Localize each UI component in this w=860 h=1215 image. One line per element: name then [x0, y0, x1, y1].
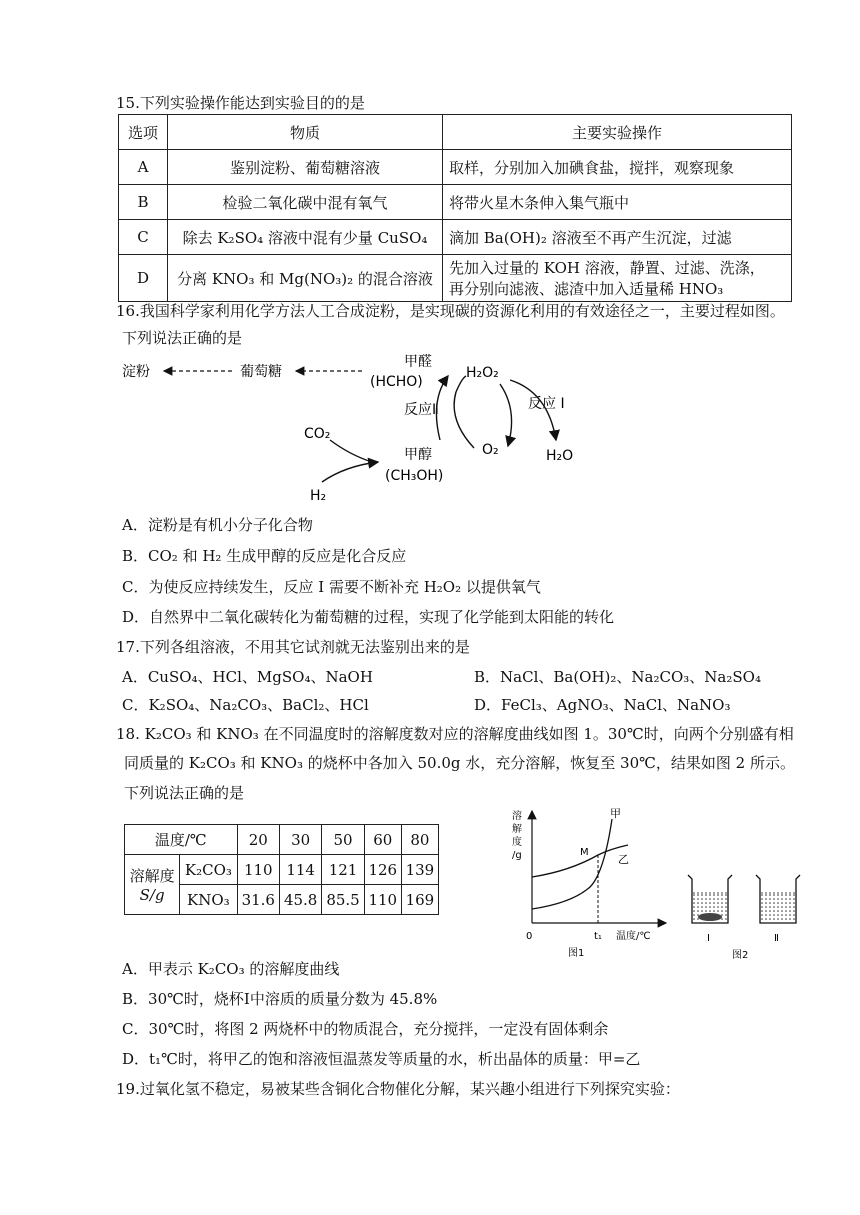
- beaker1-label: Ⅰ: [707, 933, 710, 944]
- header-option: 选项: [119, 115, 168, 150]
- value-cell: 126: [364, 855, 401, 885]
- q16-stem-line2: 下列说法正确的是: [122, 329, 243, 347]
- beaker2-label: Ⅱ: [774, 933, 779, 944]
- q16-option-b: B．CO₂ 和 H₂ 生成甲醇的反应是化合反应: [122, 547, 407, 565]
- q16-stem-line1: 16.我国科学家利用化学方法人工合成淀粉，是实现碳的资源化利用的有效途径之一，主要过程如图。: [116, 302, 785, 320]
- curve-yi-label: 乙: [618, 853, 629, 866]
- row-option: B: [119, 185, 168, 220]
- figure1-caption: 图1: [568, 948, 585, 959]
- temp-cell: 50: [322, 825, 364, 855]
- row-operation-line1: 先加入过量的 KOH 溶液，静置、过滤、洗涤，: [449, 259, 765, 277]
- origin-label: 0: [526, 931, 533, 942]
- row-substance: 鉴别淀粉、葡萄糖溶液: [168, 150, 443, 185]
- temp-cell: 30: [279, 825, 321, 855]
- substance-name: K₂CO₃: [180, 855, 237, 885]
- q17-option-d: D．FeCl₃、AgNO₃、NaCl、NaNO₃: [474, 696, 731, 714]
- q17-option-a: A．CuSO₄、HCl、MgSO₄、NaOH: [122, 668, 373, 686]
- row-option: D: [119, 255, 168, 302]
- y-label-2: 解: [512, 824, 522, 835]
- q17-option-c: C．K₂SO₄、Na₂CO₃、BaCl₂、HCl: [122, 696, 369, 714]
- table-row: [125, 825, 439, 855]
- value-cell: 45.8: [279, 885, 321, 915]
- o2-consume-arc: [454, 376, 474, 448]
- table-row: [125, 855, 439, 885]
- solubility-header: [125, 855, 180, 915]
- q17-stem: 17.下列各组溶液，不用其它试剂就无法鉴别出来的是: [116, 638, 470, 656]
- undissolved-solid: [698, 913, 722, 921]
- q18-option-d: D．t₁℃时，将甲乙的饱和溶液恒温蒸发等质量的水，析出晶体的质量：甲=乙: [122, 1050, 641, 1068]
- row-operation: 滴加 Ba(OH)₂ 溶液至不再产生沉淀，过滤: [443, 220, 792, 255]
- figure2-caption: 图2: [732, 950, 749, 961]
- value-cell: 169: [401, 885, 438, 915]
- h2o-label: H₂O: [546, 448, 574, 464]
- row-operation: 将带火星木条伸入集气瓶中: [443, 185, 792, 220]
- q17-option-b: B．NaCl、Ba(OH)₂、Na₂CO₃、Na₂SO₄: [474, 668, 761, 686]
- header-substance: 物质: [168, 115, 443, 150]
- q16-option-c: C．为使反应持续发生，反应 I 需要不断补充 H₂O₂ 以提供氧气: [122, 578, 541, 596]
- q18-option-a: A．甲表示 K₂CO₃ 的溶解度曲线: [122, 960, 340, 978]
- q18-stem-line3: 下列说法正确的是: [124, 784, 245, 802]
- value-cell: 121: [322, 855, 364, 885]
- h2-arrow: [322, 462, 378, 482]
- value-cell: 110: [237, 855, 279, 885]
- row-option: C: [119, 220, 168, 255]
- y-label-4: /g: [512, 850, 522, 861]
- q16-option-a: A．淀粉是有机小分子化合物: [122, 516, 313, 534]
- reaction1-arrow-o2: [500, 384, 512, 446]
- value-cell: 110: [364, 885, 401, 915]
- co2-label: CO₂: [304, 426, 331, 442]
- curve-jia-label: 甲: [610, 807, 621, 820]
- o2-label: O₂: [482, 442, 499, 458]
- temp-cell: 60: [364, 825, 401, 855]
- row-operation: 取样，分别加入加碘食盐，搅拌，观察现象: [443, 150, 792, 185]
- x-axis-label: 温度/℃: [616, 931, 651, 942]
- formaldehyde-formula: (HCHO): [370, 374, 423, 390]
- methanol-label: 甲醇: [404, 447, 432, 463]
- value-cell: 85.5: [322, 885, 364, 915]
- value-cell: 139: [401, 855, 438, 885]
- row-option: A: [119, 150, 168, 185]
- value-cell: 31.6: [237, 885, 279, 915]
- temp-header: 温度/℃: [125, 825, 238, 855]
- row-substance: 除去 K₂SO₄ 溶液中混有少量 CuSO₄: [168, 220, 443, 255]
- h2-label: H₂: [310, 488, 327, 504]
- value-cell: 114: [279, 855, 321, 885]
- point-m-label: M: [580, 847, 589, 858]
- temp-cell: 20: [237, 825, 279, 855]
- y-label-3: 度: [512, 837, 522, 848]
- temp-cell: 80: [401, 825, 438, 855]
- solubility-curve-figure: [500, 805, 680, 965]
- h2o2-label: H₂O₂: [466, 365, 499, 381]
- q18-stem-line2: 同质量的 K₂CO₃ 和 KNO₃ 的烧杯中各加入 50.0g 水，充分溶解，恢复至 30℃，结果如图 2 所示。: [124, 754, 795, 772]
- solubility-unit: S/g: [139, 886, 165, 904]
- q15-stem: 15.下列实验操作能达到实验目的的是: [116, 94, 365, 112]
- header-operation: 主要实验操作: [443, 115, 792, 150]
- substance-name: KNO₃: [180, 885, 237, 915]
- q18-stem-line1: 18. K₂CO₃ 和 KNO₃ 在不同温度时的溶解度数对应的溶解度曲线如图 1。30℃时，向两个分别盛有相: [116, 725, 794, 743]
- solubility-label: 溶解度: [129, 867, 175, 885]
- methanol-formula: (CH₃OH): [385, 468, 444, 484]
- starch-label: 淀粉: [122, 364, 150, 380]
- beaker-2: [756, 875, 800, 923]
- reaction1-label: 反应 I: [528, 396, 565, 412]
- q16-option-d: D．自然界中二氧化碳转化为葡萄糖的过程，实现了化学能到太阳能的转化: [122, 608, 615, 626]
- beaker-figure: [680, 865, 820, 965]
- row-substance: 检验二氧化碳中混有氧气: [168, 185, 443, 220]
- row-operation-line2: 再分别向滤液、滤渣中加入适量稀 HNO₃: [449, 280, 724, 298]
- row-substance: 分离 KNO₃ 和 Mg(NO₃)₂ 的混合溶液: [168, 255, 443, 302]
- glucose-label: 葡萄糖: [240, 364, 282, 380]
- q18-option-b: B．30℃时，烧杯Ⅰ中溶质的质量分数为 45.8%: [122, 990, 438, 1008]
- curve-jia: [532, 819, 612, 909]
- y-label-1: 溶: [512, 811, 522, 822]
- q19-stem: 19.过氧化氢不稳定，易被某些含铜化合物催化分解，某兴趣小组进行下列探究实验：: [116, 1080, 680, 1098]
- reaction2-label: 反应Ⅱ: [404, 402, 439, 418]
- q18-option-c: C．30℃时，将图 2 两烧杯中的物质混合，充分搅拌，一定没有固体剩余: [122, 1020, 609, 1038]
- co2-arrow: [330, 440, 372, 462]
- solubility-table: [124, 824, 439, 915]
- formaldehyde-label: 甲醛: [404, 354, 432, 370]
- t1-label: t₁: [594, 931, 602, 942]
- beaker-1: [688, 875, 732, 923]
